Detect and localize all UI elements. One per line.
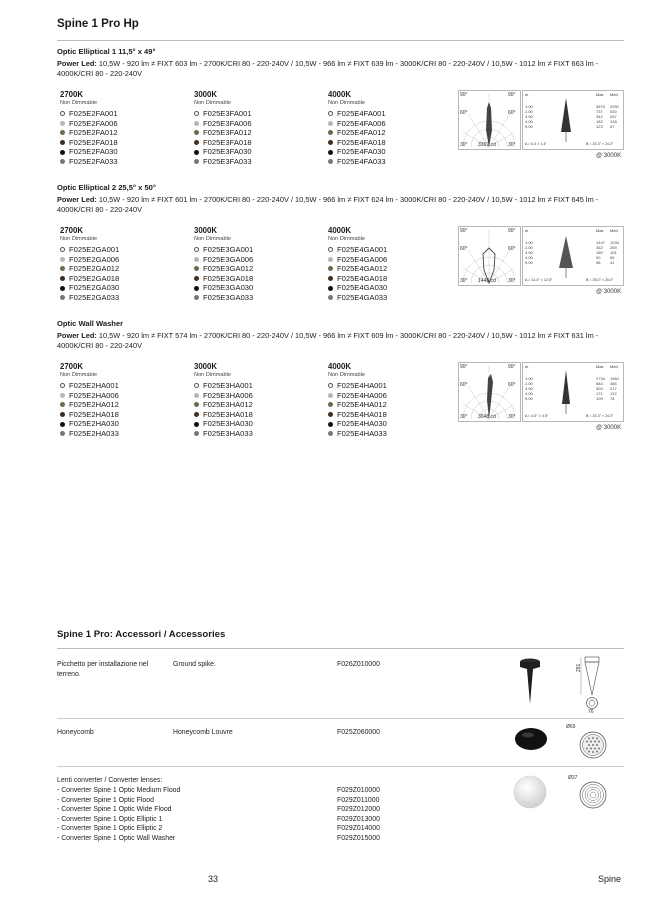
- finish-olive-icon: [328, 130, 333, 135]
- finish-white-icon: [194, 111, 199, 116]
- finish-black-icon: [194, 286, 199, 291]
- product-code: F025E2FA001: [60, 109, 118, 119]
- power-led-elliptical-1: Power Led: 10,5W - 920 lm ≠ FIXT 603 lm - 2700K/CRI 80 - 220-240V / 10,5W - 966 lm ≠ FIXT 639 lm - 3000K/CRI 80 - 220-240V / 10,5W - 1012 lm ≠ FIXT 663 lm - 4000K/CRI 80 - 220-240V: [57, 59, 599, 78]
- finish-grey-icon: [194, 257, 199, 262]
- finish-anthracite-icon: [60, 295, 65, 300]
- accessories-divider: [57, 648, 624, 649]
- max-label: Max: [596, 228, 604, 233]
- dimming-note: Non Dimmable: [328, 100, 365, 106]
- max-label: Max: [596, 364, 604, 369]
- finish-brown-icon: [328, 140, 333, 145]
- converter-code: F029Z013000: [337, 815, 380, 823]
- product-code: F025E3FA001: [194, 109, 252, 119]
- finish-white-icon: [194, 247, 199, 252]
- med-list: 1034 259 115 65 41: [610, 240, 619, 265]
- product-code: F025E2FA030: [60, 147, 118, 157]
- product-code: F025E3FA012: [194, 128, 252, 138]
- finish-grey-icon: [328, 257, 333, 262]
- product-code: F025E2GA001: [60, 245, 119, 255]
- column-2700k: [60, 90, 118, 167]
- angle-label: 30°: [508, 278, 516, 284]
- dimension-label: Ø37: [568, 775, 578, 781]
- dimming-note: Non Dimmable: [60, 372, 97, 378]
- converter-item: - Converter Spine 1 Optic Wall Washer: [57, 834, 176, 842]
- photometric-diagram-1: [458, 90, 624, 150]
- angle-label: 90°: [460, 228, 468, 234]
- candela-label: 3369 cd: [478, 142, 496, 148]
- finish-olive-icon: [328, 266, 333, 271]
- finish-anthracite-icon: [194, 431, 199, 436]
- temp-label: 3000K: [194, 362, 217, 371]
- section-title-wall-washer: Optic Wall Washer: [57, 319, 124, 328]
- beam-a-label: A = 0.4 × 1.4°: [525, 142, 547, 146]
- converter-code: F029Z015000: [337, 834, 380, 842]
- candela-label: 1448 cd: [478, 278, 496, 284]
- angle-label: 60°: [508, 246, 516, 252]
- finish-grey-icon: [328, 121, 333, 126]
- finish-anthracite-icon: [60, 431, 65, 436]
- product-code: F025E3GA033: [194, 293, 253, 303]
- title-divider: [57, 40, 624, 41]
- dimension-label: 291: [576, 663, 582, 672]
- product-code: F025E4GA033: [328, 293, 387, 303]
- max-label: Max: [596, 92, 604, 97]
- finish-anthracite-icon: [328, 431, 333, 436]
- converter-lens-photo: [512, 774, 548, 810]
- angle-label: 90°: [508, 228, 516, 234]
- column-3000k: [194, 90, 252, 167]
- converter-lens-drawing: [578, 780, 608, 810]
- product-code: F025E4HA033: [328, 429, 387, 439]
- product-code: F025E4FA006: [328, 119, 386, 129]
- finish-white-icon: [328, 383, 333, 388]
- candela-label: 3048 cd: [478, 414, 496, 420]
- temp-label: 4000K: [328, 362, 351, 371]
- product-code: F025E4FA001: [328, 109, 386, 119]
- product-code: F025E3GA030: [194, 283, 253, 293]
- dimming-note: Non Dimmable: [60, 100, 97, 106]
- finish-grey-icon: [60, 257, 65, 262]
- product-code: F025E4HA001: [328, 381, 387, 391]
- finish-grey-icon: [194, 121, 199, 126]
- med-list: 1962 488 217 122 78: [610, 376, 619, 401]
- angle-label: 60°: [460, 246, 468, 252]
- temp-label: 3000K: [194, 226, 217, 235]
- med-list: 2092 530 267 128 87: [610, 104, 619, 129]
- finish-olive-icon: [194, 266, 199, 271]
- finish-black-icon: [60, 150, 65, 155]
- accessory-en-desc: Ground spike.: [173, 661, 216, 668]
- page-title: Spine 1 Pro Hp: [57, 18, 139, 30]
- product-code: F025E4GA018: [328, 274, 387, 284]
- finish-anthracite-icon: [194, 159, 199, 164]
- product-code: F025E3HA006: [194, 391, 253, 401]
- med-label: Med: [610, 364, 618, 369]
- temp-label: 4000K: [328, 226, 351, 235]
- photometric-diagram-2: [458, 226, 624, 286]
- finish-olive-icon: [60, 266, 65, 271]
- finish-grey-icon: [60, 121, 65, 126]
- section-title-elliptical-1: Optic Elliptical 1 11,5° x 49°: [57, 47, 156, 56]
- angle-label: 60°: [508, 382, 516, 388]
- ground-spike-photo: [515, 656, 545, 706]
- distance-list: 1.00 2.00 3.00 4.00 5.00: [525, 104, 533, 129]
- angle-label: 90°: [508, 92, 516, 98]
- dimming-note: Non Dimmable: [328, 236, 365, 242]
- med-label: Med: [610, 92, 618, 97]
- finish-black-icon: [60, 286, 65, 291]
- finish-black-icon: [194, 422, 199, 427]
- temp-label: 3000K: [194, 90, 217, 99]
- product-code: F025E2HA018: [60, 410, 119, 420]
- column-3000k: [194, 226, 253, 303]
- product-code: F025E3FA030: [194, 147, 252, 157]
- finish-olive-icon: [328, 402, 333, 407]
- finish-olive-icon: [194, 130, 199, 135]
- product-code: F025E3HA033: [194, 429, 253, 439]
- product-code: F025E3GA001: [194, 245, 253, 255]
- converter-item: - Converter Spine 1 Optic Flood: [57, 796, 154, 804]
- product-code: F025E3HA001: [194, 381, 253, 391]
- product-code: F025E2FA012: [60, 128, 118, 138]
- converter-item: - Converter Spine 1 Optic Medium Flood: [57, 787, 181, 794]
- product-code: F025E4FA018: [328, 138, 386, 148]
- product-code: F025E4GA030: [328, 283, 387, 293]
- finish-anthracite-icon: [328, 159, 333, 164]
- product-code: F025E2GA012: [60, 264, 119, 274]
- product-code: F025E3GA012: [194, 264, 253, 274]
- finish-white-icon: [328, 111, 333, 116]
- temp-label: 4000K: [328, 90, 351, 99]
- column-2700k: [60, 362, 119, 439]
- height-label: m: [525, 364, 529, 369]
- photometric-note: @ 3000K: [596, 289, 622, 295]
- angle-label: 60°: [460, 110, 468, 116]
- accessory-code: F025Z060000: [337, 729, 380, 736]
- distance-list: 1.00 2.00 3.00 4.00 5.00: [525, 376, 533, 401]
- product-code: F025E2HA001: [60, 381, 119, 391]
- finish-anthracite-icon: [194, 295, 199, 300]
- converter-item: - Converter Spine 1 Optic Elliptic 2: [57, 825, 163, 833]
- converter-list: [57, 786, 180, 844]
- angle-label: 30°: [508, 414, 516, 420]
- finish-brown-icon: [60, 412, 65, 417]
- angle-label: 30°: [460, 278, 468, 284]
- finish-brown-icon: [194, 412, 199, 417]
- finish-olive-icon: [60, 402, 65, 407]
- dimension-label: Ø69: [566, 724, 576, 730]
- product-code: F025E3FA033: [194, 157, 252, 167]
- finish-black-icon: [328, 286, 333, 291]
- converter-code: F029Z012000: [337, 806, 380, 814]
- product-code: F025E2FA018: [60, 138, 118, 148]
- column-2700k: [60, 226, 119, 303]
- beam-b-label: B = 24.3° × 24.2°: [586, 142, 614, 146]
- finish-olive-icon: [194, 402, 199, 407]
- product-code: F025E2GA018: [60, 274, 119, 284]
- product-code: F025E3FA006: [194, 119, 252, 129]
- row-divider: [57, 718, 624, 719]
- product-code: F025E4GA012: [328, 264, 387, 274]
- temp-label: 2700K: [60, 90, 83, 99]
- product-code: F025E2FA033: [60, 157, 118, 167]
- photometric-note: @ 3000K: [596, 153, 622, 159]
- converter-item: - Converter Spine 1 Optic Elliptic 1: [57, 815, 163, 823]
- med-label: Med: [610, 228, 618, 233]
- accessory-code: F026Z010000: [337, 661, 380, 668]
- converter-code: F029Z011000: [337, 796, 380, 804]
- height-label: m: [525, 92, 529, 97]
- product-code: F025E4HA006: [328, 391, 387, 401]
- angle-label: 60°: [508, 110, 516, 116]
- beam-a-label: A = 4.5° × 4.5°: [525, 414, 549, 418]
- max-list: 3675 737 342 182 123: [596, 104, 605, 129]
- column-3000k: [194, 362, 253, 439]
- finish-white-icon: [194, 383, 199, 388]
- accessory-it-desc: Picchetto per installazione nel terreno.: [57, 661, 149, 678]
- accessories-title: Spine 1 Pro: Accessori / Accessories: [57, 629, 226, 640]
- product-code: F025E4HA012: [328, 400, 387, 410]
- product-code: F025E3HA018: [194, 410, 253, 420]
- finish-black-icon: [328, 422, 333, 427]
- power-led-wall-washer: Power Led: 10,5W - 920 lm ≠ FIXT 574 lm - 2700K/CRI 80 - 220-240V / 10,5W - 966 lm ≠ FIXT 609 lm - 3000K/CRI 80 - 220-240V / 10,5W - 1012 lm ≠ FIXT 631 lm - 4000K/CRI 80 - 220-240V: [57, 331, 599, 350]
- angle-label: 60°: [460, 382, 468, 388]
- converter-heading: Lenti converter / Converter lenses:: [57, 777, 163, 784]
- product-code: F025E2GA030: [60, 283, 119, 293]
- product-code: F025E2HA033: [60, 429, 119, 439]
- finish-grey-icon: [328, 393, 333, 398]
- product-code: F025E3GA018: [194, 274, 253, 284]
- product-code: F025E2GA006: [60, 255, 119, 265]
- product-code: F025E4FA012: [328, 128, 386, 138]
- dimming-note: Non Dimmable: [60, 236, 97, 242]
- beam-b-label: B = 24.3° × 24.3°: [586, 414, 614, 418]
- accessory-en-desc: Honeycomb Louvre: [173, 729, 233, 736]
- product-code: F025E2HA030: [60, 419, 119, 429]
- section-title-elliptical-2: Optic Elliptical 2 25,5° x 50°: [57, 183, 156, 192]
- finish-grey-icon: [194, 393, 199, 398]
- finish-grey-icon: [60, 393, 65, 398]
- product-code: F025E3GA006: [194, 255, 253, 265]
- finish-white-icon: [60, 247, 65, 252]
- finish-brown-icon: [194, 140, 199, 145]
- finish-anthracite-icon: [60, 159, 65, 164]
- angle-label: 30°: [508, 142, 516, 148]
- honeycomb-drawing: [578, 730, 608, 760]
- product-code: F025E4GA001: [328, 245, 387, 255]
- finish-brown-icon: [194, 276, 199, 281]
- column-4000k: [328, 226, 387, 303]
- finish-black-icon: [194, 150, 199, 155]
- dimming-note: Non Dimmable: [194, 236, 231, 242]
- photometric-note: @ 3000K: [596, 425, 622, 431]
- beam-b-label: B = 25.0° × 25.0°: [586, 278, 614, 282]
- product-code: F025E4HA018: [328, 410, 387, 420]
- product-code: F025E4FA030: [328, 147, 386, 157]
- beam-a-label: A = 13.4° × 12.6°: [525, 278, 553, 282]
- product-code: F025E2GA033: [60, 293, 119, 303]
- finish-anthracite-icon: [328, 295, 333, 300]
- temp-label: 2700K: [60, 362, 83, 371]
- converter-codes: [337, 786, 380, 844]
- height-label: m: [525, 228, 529, 233]
- max-list: 1447 362 160 90 58: [596, 240, 605, 265]
- finish-olive-icon: [60, 130, 65, 135]
- distance-list: 1.00 2.00 3.00 4.00 5.00: [525, 240, 533, 265]
- temp-label: 2700K: [60, 226, 83, 235]
- dimension-label: 76: [588, 709, 594, 715]
- page-number: 33: [208, 874, 219, 884]
- angle-label: 30°: [460, 414, 468, 420]
- product-code: F025E4FA033: [328, 157, 386, 167]
- power-led-elliptical-2: Power Led: 10,5W - 920 lm ≠ FIXT 601 lm - 2700K/CRI 80 - 220-240V / 10,5W - 966 lm ≠ FIXT 624 lm - 3000K/CRI 80 - 220-240V / 10,5W - 1012 lm ≠ FIXT 645 lm - 4000K/CRI 80 - 220-240V: [57, 195, 599, 214]
- footer-brand: Spine: [598, 874, 622, 884]
- product-code: F025E3HA012: [194, 400, 253, 410]
- finish-brown-icon: [328, 412, 333, 417]
- product-code: F025E4HA030: [328, 419, 387, 429]
- dimming-note: Non Dimmable: [194, 372, 231, 378]
- accessory-it-desc: Honeycomb: [57, 729, 94, 736]
- column-4000k: [328, 362, 387, 439]
- finish-white-icon: [60, 383, 65, 388]
- product-code: F025E2HA012: [60, 400, 119, 410]
- product-code: F025E3FA018: [194, 138, 252, 148]
- converter-code: F029Z014000: [337, 825, 380, 833]
- finish-black-icon: [328, 150, 333, 155]
- angle-label: 90°: [460, 92, 468, 98]
- product-code: F025E4GA006: [328, 255, 387, 265]
- finish-black-icon: [60, 422, 65, 427]
- finish-brown-icon: [328, 276, 333, 281]
- column-4000k: [328, 90, 386, 167]
- dimming-note: Non Dimmable: [194, 100, 231, 106]
- product-code: F025E2FA006: [60, 119, 118, 129]
- row-divider: [57, 766, 624, 767]
- finish-brown-icon: [60, 140, 65, 145]
- angle-label: 90°: [508, 364, 516, 370]
- dimming-note: Non Dimmable: [328, 372, 365, 378]
- angle-label: 30°: [460, 142, 468, 148]
- finish-brown-icon: [60, 276, 65, 281]
- product-code: F025E2HA006: [60, 391, 119, 401]
- max-list: 2734 684 304 171 109: [596, 376, 605, 401]
- photometric-diagram-3: [458, 362, 624, 422]
- angle-label: 90°: [460, 364, 468, 370]
- finish-white-icon: [328, 247, 333, 252]
- converter-item: - Converter Spine 1 Optic Wide Flood: [57, 806, 172, 814]
- product-code: F025E3HA030: [194, 419, 253, 429]
- finish-white-icon: [60, 111, 65, 116]
- converter-code: F029Z010000: [337, 787, 380, 794]
- honeycomb-photo: [513, 726, 549, 752]
